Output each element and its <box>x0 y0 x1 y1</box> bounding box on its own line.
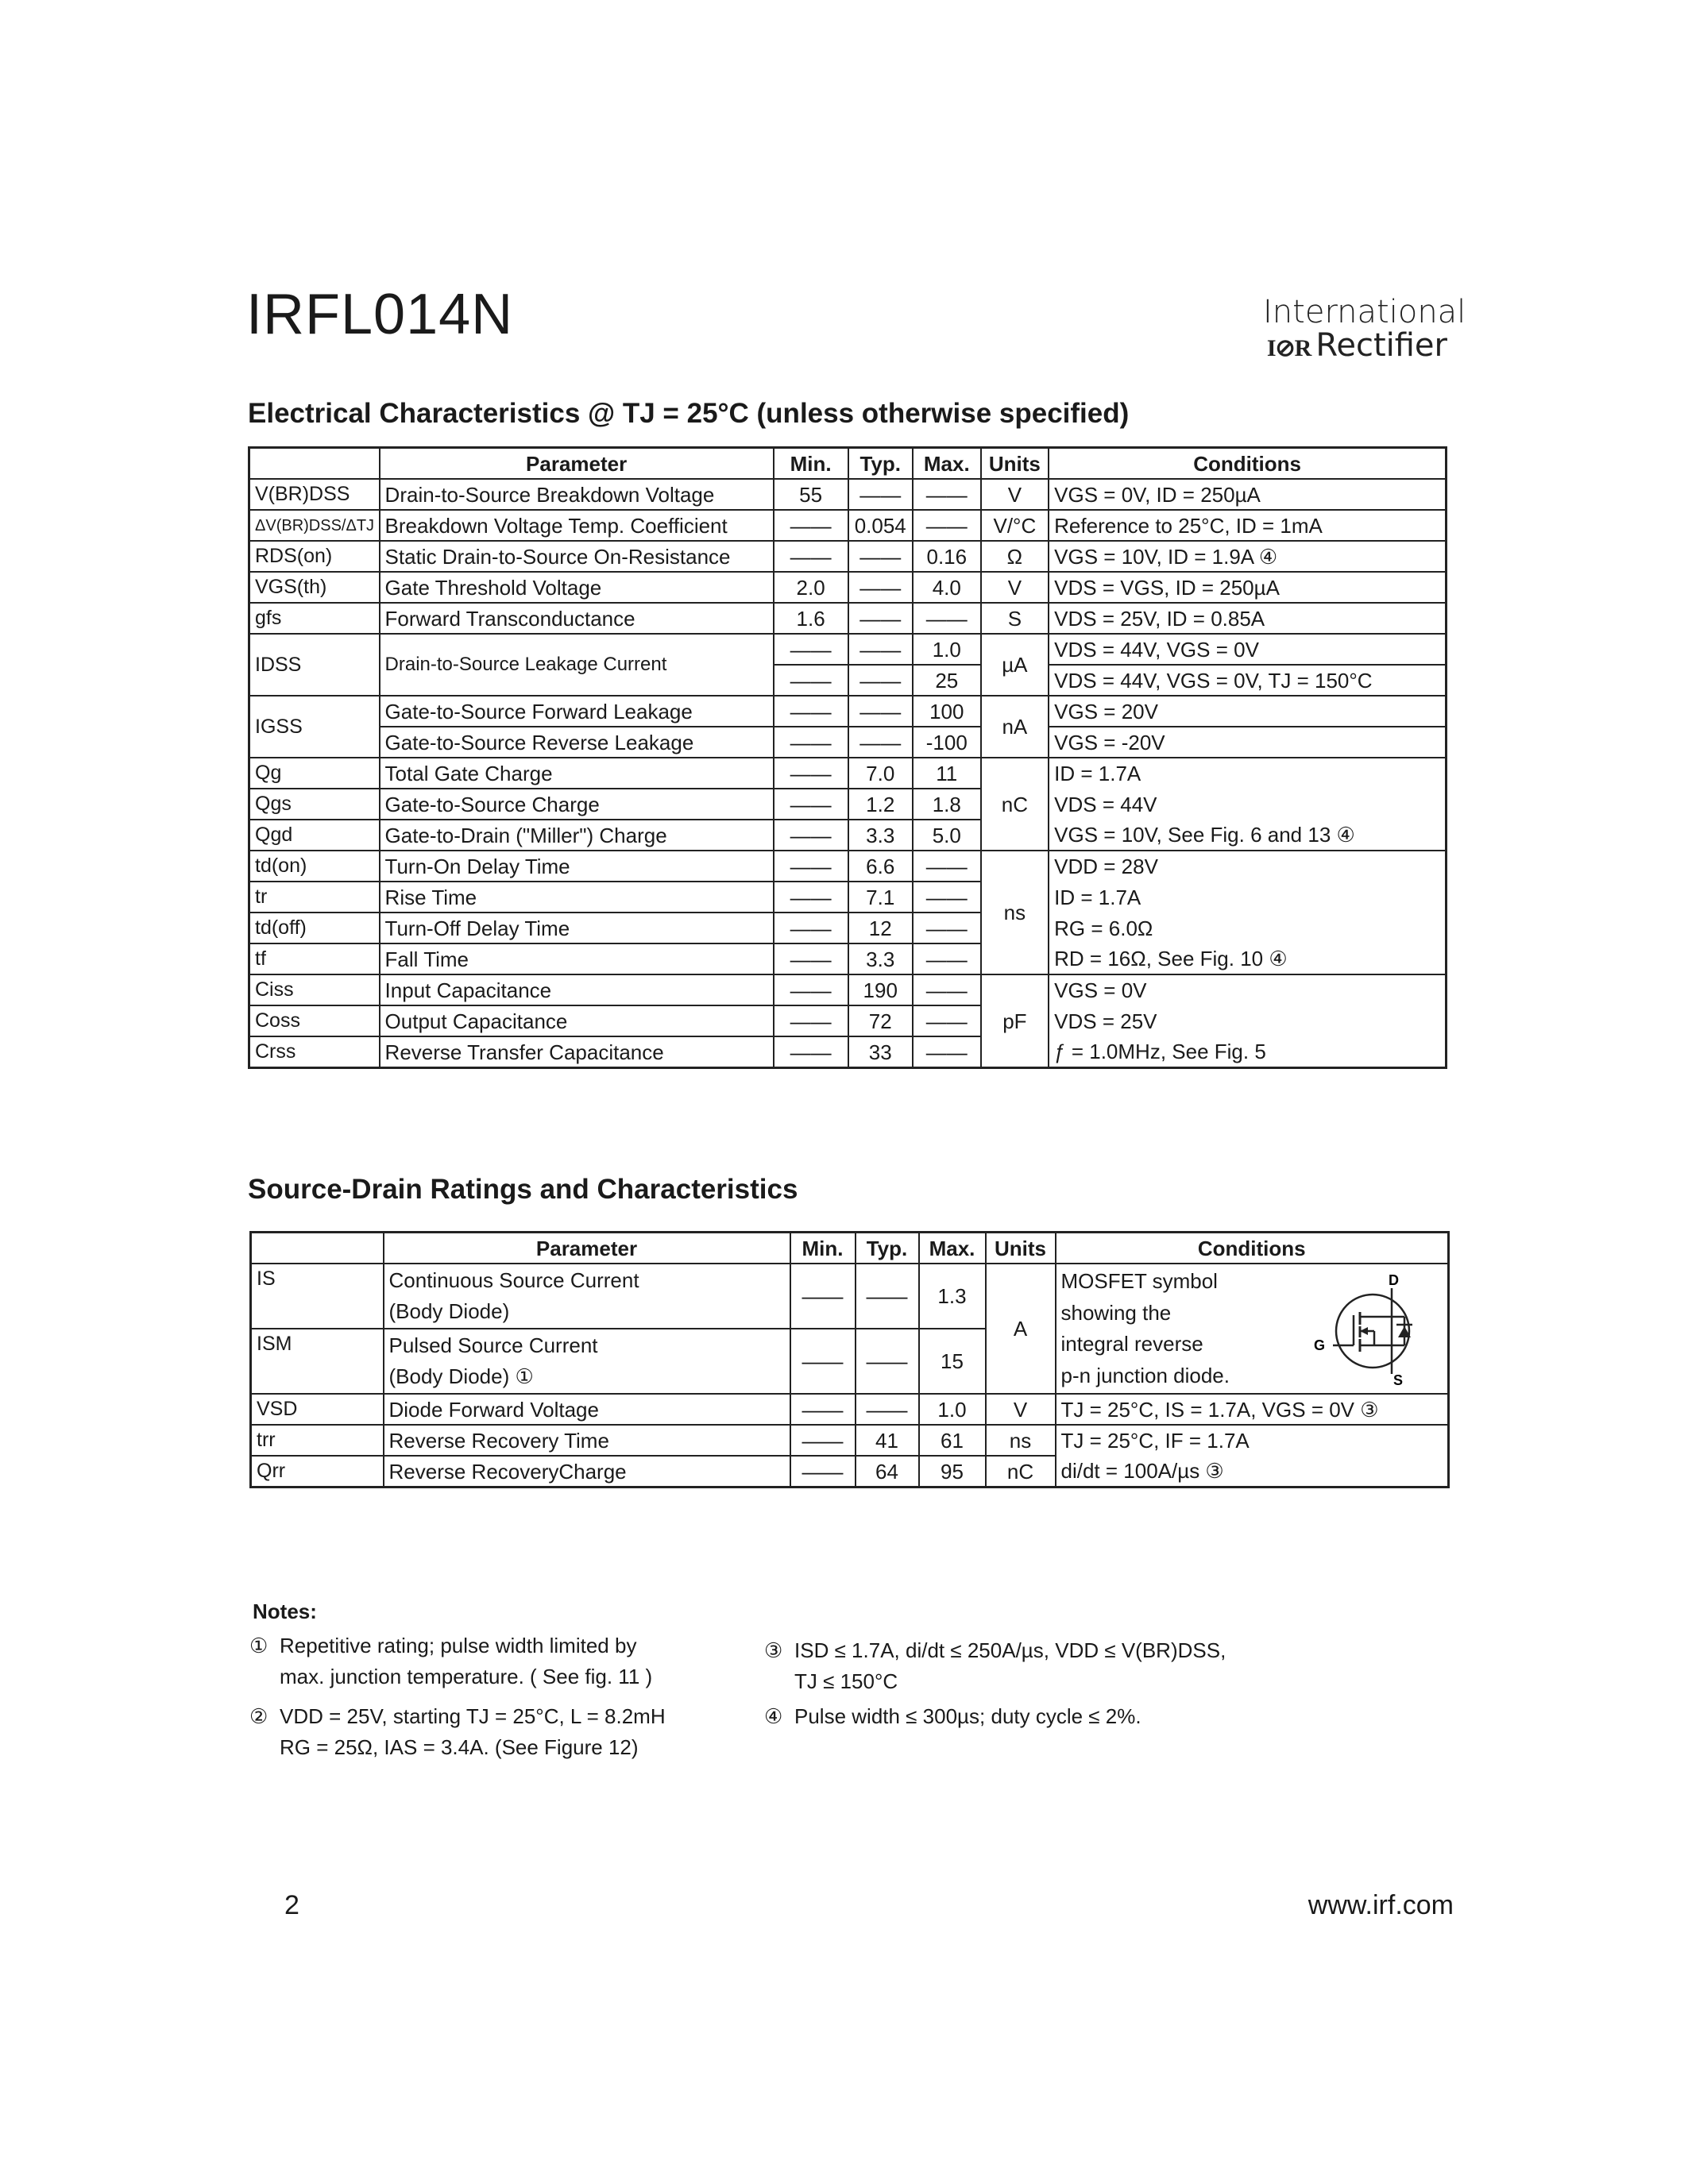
table-row <box>251 1394 1449 1425</box>
row-units: Ω <box>981 541 1049 572</box>
note-1-marker: ① <box>249 1634 268 1657</box>
table-row <box>249 943 1447 974</box>
row-typ: 3.3 <box>848 820 914 851</box>
row-min: 1.6 <box>774 603 848 634</box>
row-parameter: Gate-to-Source Reverse Leakage <box>380 727 774 758</box>
note-2-line-2: RG = 25Ω, IAS = 3.4A. (See Figure 12) <box>280 1735 639 1759</box>
row-conditions: di/dt = 100A/µs ③ <box>1056 1456 1449 1488</box>
header-max: Max. <box>919 1233 986 1264</box>
table-row <box>249 789 1447 820</box>
row-max: 4.0 <box>913 572 981 603</box>
electrical-characteristics-table <box>248 446 1447 1069</box>
row-max: —— <box>913 943 981 974</box>
row-symbol: IS <box>251 1264 384 1329</box>
row-parameter: Gate Threshold Voltage <box>380 572 774 603</box>
table-row <box>249 479 1447 510</box>
row-parameter: Output Capacitance <box>380 1005 774 1036</box>
row-min: —— <box>774 541 848 572</box>
row-max: 5.0 <box>913 820 981 851</box>
row-min: —— <box>774 665 848 696</box>
row-units: µA <box>981 634 1049 696</box>
row-conditions: VDS = 44V <box>1049 789 1446 820</box>
row-min: —— <box>774 789 848 820</box>
logo-line-2 <box>1263 329 1447 362</box>
header-typ: Typ. <box>856 1233 919 1264</box>
row-min: —— <box>790 1264 856 1329</box>
mosfet-text-line-4: p-n junction diode. <box>1060 1363 1230 1387</box>
row-max: —— <box>913 974 981 1005</box>
row-conditions: VDS = 44V, VGS = 0V, TJ = 150°C <box>1049 665 1446 696</box>
row-max: 1.3 <box>919 1264 986 1329</box>
row-parameter: Drain-to-Source Breakdown Voltage <box>380 479 774 510</box>
row-parameter: Total Gate Charge <box>380 758 774 789</box>
note-3-marker: ③ <box>764 1638 783 1662</box>
table-row <box>249 1005 1447 1036</box>
row-parameter: Breakdown Voltage Temp. Coefficient <box>380 510 774 541</box>
row-symbol: td(on) <box>249 851 380 882</box>
row-units: S <box>981 603 1049 634</box>
row-min: —— <box>774 1005 848 1036</box>
row-conditions: RG = 6.0Ω <box>1049 913 1446 943</box>
note-4-line-1: Pulse width ≤ 300µs; duty cycle ≤ 2%. <box>794 1704 1141 1728</box>
row-typ: 190 <box>848 974 914 1005</box>
row-max: 1.0 <box>913 634 981 665</box>
row-min: —— <box>774 820 848 851</box>
table-row <box>249 603 1447 634</box>
mosfet-symbol-icon <box>1306 1269 1417 1388</box>
row-min: —— <box>774 727 848 758</box>
note-2-line-1: VDD = 25V, starting TJ = 25°C, L = 8.2mH <box>280 1704 666 1728</box>
row-symbol: Coss <box>249 1005 380 1036</box>
row-max: 11 <box>913 758 981 789</box>
table-row <box>249 758 1447 789</box>
row-parameter: Reverse Recovery Time <box>384 1425 790 1456</box>
row-min: —— <box>774 696 848 727</box>
row-max: 1.8 <box>913 789 981 820</box>
row-symbol: V(BR)DSS <box>249 479 380 510</box>
row-conditions: ID = 1.7A <box>1049 882 1446 913</box>
row-min: —— <box>790 1425 856 1456</box>
row-conditions: VGS = 20V <box>1049 696 1446 727</box>
note-3 <box>764 1635 1226 1697</box>
table-row <box>249 913 1447 943</box>
row-parameter: Turn-On Delay Time <box>380 851 774 882</box>
row-min: —— <box>790 1329 856 1394</box>
row-max: —— <box>913 603 981 634</box>
row-parameter: Reverse Transfer Capacitance <box>380 1036 774 1068</box>
note-1-line-1: Repetitive rating; pulse width limited by <box>280 1634 637 1657</box>
row-parameter: Diode Forward Voltage <box>384 1394 790 1425</box>
page-number: 2 <box>284 1890 299 1920</box>
header-units: Units <box>981 448 1049 480</box>
row-typ: —— <box>848 634 914 665</box>
row-typ: —— <box>856 1264 919 1329</box>
row-typ: —— <box>848 541 914 572</box>
row-parameter <box>384 1329 790 1394</box>
row-typ: —— <box>848 696 914 727</box>
website-link[interactable]: www.irf.com <box>1308 1890 1454 1920</box>
row-units: nC <box>986 1456 1056 1488</box>
row-conditions: Reference to 25°C, ID = 1mA <box>1049 510 1446 541</box>
row-symbol: tf <box>249 943 380 974</box>
row-parameter: Drain-to-Source Leakage Current <box>380 634 774 696</box>
row-min: —— <box>774 510 848 541</box>
mosfet-text-line-3: integral reverse <box>1060 1332 1203 1356</box>
section-title-electrical: Electrical Characteristics @ TJ = 25°C (unless otherwise specified) <box>248 398 1130 429</box>
note-3-line-1: ISD ≤ 1.7A, di/dt ≤ 250A/µs, VDD ≤ V(BR)DSS, <box>794 1638 1226 1662</box>
gate-label: G <box>1314 1337 1326 1353</box>
row-parameter: Fall Time <box>380 943 774 974</box>
row-max: 61 <box>919 1425 986 1456</box>
row-max: —— <box>913 851 981 882</box>
row-typ: 33 <box>848 1036 914 1068</box>
row-symbol: Qgs <box>249 789 380 820</box>
note-2-marker: ② <box>249 1704 268 1728</box>
note-4-marker: ④ <box>764 1704 783 1728</box>
row-conditions: VDS = 25V <box>1049 1005 1446 1036</box>
note-4 <box>764 1701 1141 1732</box>
row-max: —— <box>913 479 981 510</box>
row-parameter: Reverse RecoveryCharge <box>384 1456 790 1488</box>
table-row <box>251 1264 1449 1329</box>
row-symbol: Crss <box>249 1036 380 1068</box>
row-units: V <box>986 1394 1056 1425</box>
row-symbol: gfs <box>249 603 380 634</box>
table-row <box>249 882 1447 913</box>
mosfet-symbol-cell <box>1056 1264 1449 1394</box>
table-row <box>249 572 1447 603</box>
row-conditions: VGS = 0V <box>1049 974 1446 1005</box>
header-units: Units <box>986 1233 1056 1264</box>
row-typ: 0.054 <box>848 510 914 541</box>
row-symbol: IDSS <box>249 634 380 696</box>
row-parameter: Static Drain-to-Source On-Resistance <box>380 541 774 572</box>
row-conditions: VGS = 0V, ID = 250µA <box>1049 479 1446 510</box>
row-units: V <box>981 479 1049 510</box>
row-symbol: IGSS <box>249 696 380 758</box>
row-max: 15 <box>919 1329 986 1394</box>
row-conditions: VDS = 44V, VGS = 0V <box>1049 634 1446 665</box>
row-conditions: VGS = -20V <box>1049 727 1446 758</box>
row-conditions: VDS = 25V, ID = 0.85A <box>1049 603 1446 634</box>
row-max: —— <box>913 1036 981 1068</box>
table-row <box>249 727 1447 758</box>
row-min: —— <box>774 974 848 1005</box>
source-drain-table <box>249 1231 1450 1488</box>
logo-rectifier: Rectifier <box>1315 327 1447 364</box>
logo-line-1: International <box>1263 294 1466 330</box>
table-row <box>249 510 1447 541</box>
row-min: —— <box>774 943 848 974</box>
row-max: -100 <box>913 727 981 758</box>
header-parameter: Parameter <box>380 448 774 480</box>
row-symbol: VSD <box>251 1394 384 1425</box>
row-max: 95 <box>919 1456 986 1488</box>
row-typ: —— <box>848 479 914 510</box>
row-typ: 3.3 <box>848 943 914 974</box>
row-units: pF <box>981 974 1049 1068</box>
row-typ: —— <box>856 1394 919 1425</box>
table-row <box>251 1425 1449 1456</box>
row-symbol: VGS(th) <box>249 572 380 603</box>
row-min: —— <box>790 1456 856 1488</box>
row-typ: 7.0 <box>848 758 914 789</box>
row-parameter-line-2: (Body Diode) <box>388 1299 510 1323</box>
row-units: A <box>986 1264 1056 1394</box>
table-header-row <box>251 1233 1449 1264</box>
row-symbol: Qgd <box>249 820 380 851</box>
row-units: V <box>981 572 1049 603</box>
row-conditions: VDS = VGS, ID = 250µA <box>1049 572 1446 603</box>
row-min: —— <box>774 913 848 943</box>
note-3-line-2: TJ ≤ 150°C <box>794 1669 898 1693</box>
row-typ: —— <box>848 665 914 696</box>
table-row <box>249 851 1447 882</box>
row-symbol: td(off) <box>249 913 380 943</box>
table-row <box>249 1036 1447 1068</box>
table-header-row <box>249 448 1447 480</box>
row-max: —— <box>913 882 981 913</box>
row-min: —— <box>774 634 848 665</box>
row-units: V/°C <box>981 510 1049 541</box>
note-1 <box>249 1630 652 1692</box>
row-conditions: RD = 16Ω, See Fig. 10 ④ <box>1049 943 1446 974</box>
row-conditions: TJ = 25°C, IF = 1.7A <box>1056 1425 1449 1456</box>
row-min: —— <box>790 1394 856 1425</box>
row-typ: 6.6 <box>848 851 914 882</box>
table-row <box>249 820 1447 851</box>
row-max: —— <box>913 510 981 541</box>
row-symbol: Qg <box>249 758 380 789</box>
header-min: Min. <box>790 1233 856 1264</box>
row-units: nC <box>981 758 1049 851</box>
table-row <box>249 696 1447 727</box>
table-row <box>249 541 1447 572</box>
row-conditions: ƒ = 1.0MHz, See Fig. 5 <box>1049 1036 1446 1068</box>
row-max: 0.16 <box>913 541 981 572</box>
header-typ: Typ. <box>848 448 914 480</box>
row-max: —— <box>913 913 981 943</box>
part-number: IRFL014N <box>246 283 514 346</box>
row-symbol: Ciss <box>249 974 380 1005</box>
notes-title: Notes: <box>253 1599 317 1623</box>
header-symbol <box>249 448 380 480</box>
row-typ: —— <box>848 603 914 634</box>
row-conditions: TJ = 25°C, IS = 1.7A, VGS = 0V ③ <box>1056 1394 1449 1425</box>
row-typ: 41 <box>856 1425 919 1456</box>
row-max: 25 <box>913 665 981 696</box>
source-label: S <box>1393 1372 1404 1388</box>
row-parameter <box>384 1264 790 1329</box>
row-max: 100 <box>913 696 981 727</box>
row-parameter: Rise Time <box>380 882 774 913</box>
row-symbol: trr <box>251 1425 384 1456</box>
row-parameter: Gate-to-Source Charge <box>380 789 774 820</box>
header-max: Max. <box>913 448 981 480</box>
row-typ: 64 <box>856 1456 919 1488</box>
row-conditions: VDD = 28V <box>1049 851 1446 882</box>
mosfet-text-line-2: showing the <box>1060 1300 1172 1325</box>
row-symbol: ISM <box>251 1329 384 1394</box>
table-row <box>249 634 1447 665</box>
note-1-line-2: max. junction temperature. ( See fig. 11 ) <box>280 1665 653 1688</box>
row-min: —— <box>774 882 848 913</box>
row-symbol: tr <box>249 882 380 913</box>
row-max: —— <box>913 1005 981 1036</box>
row-typ: 7.1 <box>848 882 914 913</box>
row-parameter: Gate-to-Source Forward Leakage <box>380 696 774 727</box>
row-typ: —— <box>856 1329 919 1394</box>
row-typ: 1.2 <box>848 789 914 820</box>
table-row <box>249 974 1447 1005</box>
mosfet-text-line-1: MOSFET symbol <box>1060 1269 1218 1293</box>
section-title-source-drain: Source-Drain Ratings and Characteristics <box>248 1174 798 1205</box>
row-conditions: VGS = 10V, See Fig. 6 and 13 ④ <box>1049 820 1446 851</box>
row-parameter: Input Capacitance <box>380 974 774 1005</box>
logo-mark: I⊘R <box>1266 335 1311 361</box>
row-symbol: Qrr <box>251 1456 384 1488</box>
row-min: —— <box>774 1036 848 1068</box>
row-parameter-line-2: (Body Diode) ① <box>388 1364 534 1388</box>
row-min: 2.0 <box>774 572 848 603</box>
row-typ: 72 <box>848 1005 914 1036</box>
row-min: 55 <box>774 479 848 510</box>
row-conditions: VGS = 10V, ID = 1.9A ④ <box>1049 541 1446 572</box>
row-typ: —— <box>848 727 914 758</box>
row-parameter: Forward Transconductance <box>380 603 774 634</box>
header-parameter: Parameter <box>384 1233 790 1264</box>
row-parameter: Turn-Off Delay Time <box>380 913 774 943</box>
header-symbol <box>251 1233 384 1264</box>
table-row <box>251 1456 1449 1488</box>
company-logo <box>1263 294 1466 364</box>
row-typ: 12 <box>848 913 914 943</box>
drain-label: D <box>1389 1272 1399 1288</box>
note-2 <box>249 1701 666 1763</box>
row-typ: —— <box>848 572 914 603</box>
row-min: —— <box>774 851 848 882</box>
row-parameter: Gate-to-Drain ("Miller") Charge <box>380 820 774 851</box>
row-conditions: ID = 1.7A <box>1049 758 1446 789</box>
row-units: ns <box>986 1425 1056 1456</box>
row-units: ns <box>981 851 1049 974</box>
row-min: —— <box>774 758 848 789</box>
header-min: Min. <box>774 448 848 480</box>
row-units: nA <box>981 696 1049 758</box>
row-parameter-line-1: Continuous Source Current <box>388 1268 639 1292</box>
header-conditions: Conditions <box>1056 1233 1449 1264</box>
header-conditions: Conditions <box>1049 448 1446 480</box>
row-symbol: ΔV(BR)DSS/ΔTJ <box>249 510 380 541</box>
row-symbol: RDS(on) <box>249 541 380 572</box>
row-parameter-line-1: Pulsed Source Current <box>388 1333 598 1357</box>
row-max: 1.0 <box>919 1394 986 1425</box>
